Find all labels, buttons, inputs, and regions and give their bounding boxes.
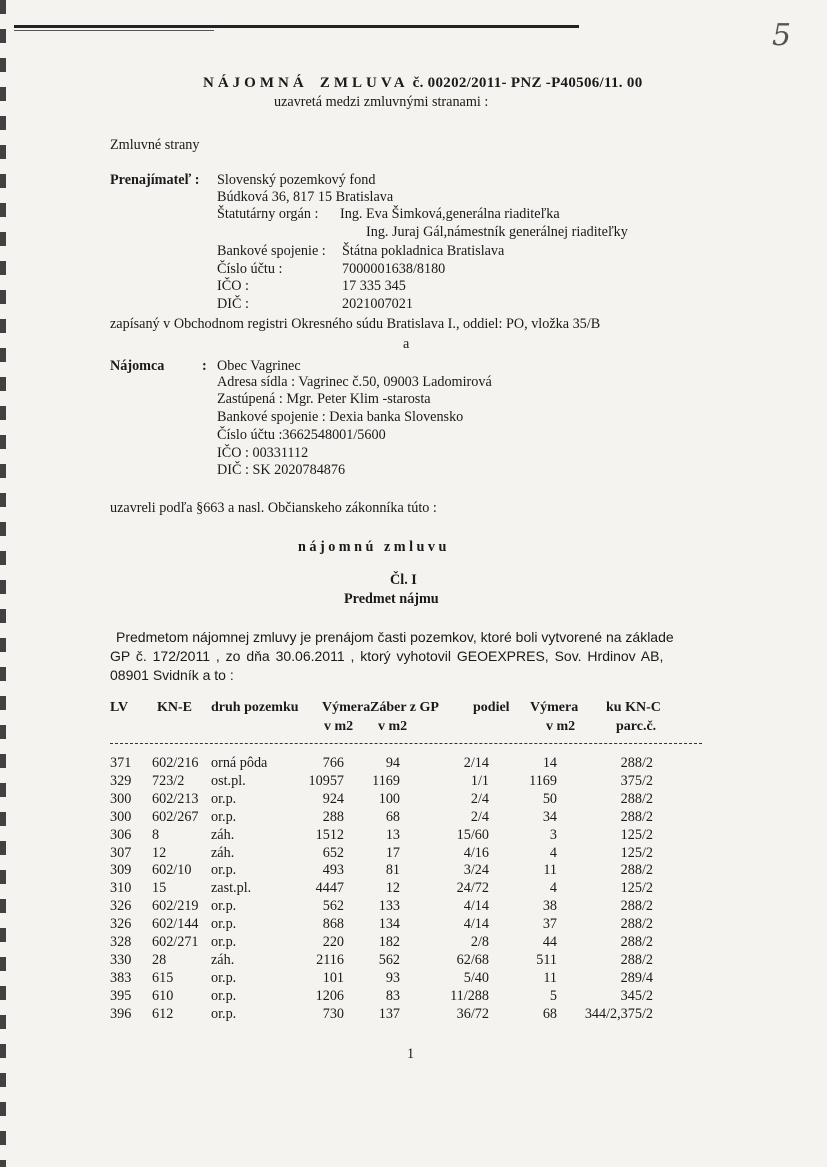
- cell-knc: 288/2: [620, 755, 653, 771]
- cell-lv: 395: [110, 987, 132, 1004]
- cell-knc: 288/2: [620, 916, 653, 933]
- cell-zaber: 562: [378, 951, 400, 968]
- cell-kne: 612: [152, 1005, 174, 1022]
- title-word-1: NÁJOMNÁ: [203, 75, 308, 91]
- cell-vymera-2: 4: [549, 844, 557, 861]
- cell-druh: orná pôda: [211, 755, 268, 771]
- cell-knc: 288/2: [620, 898, 653, 915]
- landlord-statutory-1: Ing. Eva Šimková,generálna riaditeľka: [340, 206, 560, 222]
- cell-zaber: 100: [378, 790, 400, 807]
- cell-knc: 288/2: [620, 790, 653, 807]
- col-header-vymera: Výmera: [322, 700, 371, 715]
- contract-word: nájomnú zmluvu: [298, 539, 450, 555]
- cell-zaber: 13: [385, 826, 400, 843]
- table-row: [0, 880, 827, 897]
- cell-vymera-2: 68: [542, 1005, 557, 1022]
- tenant-representative: Zastúpená : Mgr. Peter Klim -starosta: [217, 391, 431, 407]
- table-row: [0, 952, 827, 969]
- table-row: [0, 755, 827, 772]
- cell-knc: 289/4: [620, 969, 653, 986]
- cell-lv: 309: [110, 862, 132, 879]
- table-header-rule: [110, 743, 702, 744]
- parties-and: a: [403, 336, 410, 352]
- cell-zaber: 1169: [372, 772, 400, 789]
- col-header-kne: KN-E: [157, 700, 192, 715]
- cell-vymera: 652: [322, 844, 344, 861]
- cell-knc: 125/2: [620, 880, 653, 897]
- col-header-knc-parc: parc.č.: [616, 719, 657, 734]
- cell-lv: 326: [110, 916, 132, 933]
- cell-kne: 28: [152, 951, 167, 968]
- landlord-dic: 2021007021: [342, 296, 413, 312]
- tenant-colon: :: [202, 358, 207, 374]
- document-subtitle: uzavretá medzi zmluvnými stranami :: [274, 94, 489, 110]
- landlord-account: 7000001638/8180: [342, 261, 446, 277]
- top-rule-thin: [14, 30, 214, 31]
- cell-kne: 610: [152, 987, 174, 1004]
- cell-zaber: 81: [385, 862, 400, 879]
- cell-zaber: 133: [378, 898, 400, 915]
- col-header-knc: ku KN-C: [606, 700, 661, 715]
- cell-kne: 723/2: [152, 772, 185, 789]
- article-title: Predmet nájmu: [344, 591, 439, 607]
- cell-druh: or.p.: [211, 987, 237, 1004]
- cell-podiel: 62/68: [456, 951, 489, 968]
- col-header-podiel: podiel: [473, 700, 510, 715]
- cell-druh: or.p.: [211, 898, 237, 915]
- cell-zaber: 93: [385, 969, 400, 986]
- cell-druh: zast.pl.: [211, 880, 252, 897]
- cell-vymera: 924: [322, 790, 344, 807]
- cell-vymera-2: 50: [542, 790, 557, 807]
- landlord-address: Búdková 36, 817 15 Bratislava: [217, 189, 394, 205]
- col-header-druh: druh pozemku: [211, 700, 299, 715]
- handwritten-page-mark: 5: [772, 18, 792, 53]
- cell-knc: 125/2: [620, 826, 653, 843]
- landlord-ico: 17 335 345: [342, 278, 406, 294]
- cell-kne: 15: [152, 880, 167, 897]
- table-row: [0, 1006, 827, 1023]
- tenant-bank: Bankové spojenie : Dexia banka Slovensko: [217, 409, 464, 425]
- cell-vymera: 1206: [315, 987, 344, 1004]
- cell-zaber: 94: [385, 755, 400, 771]
- cell-druh: záh.: [211, 951, 235, 968]
- cell-podiel: 2/14: [463, 755, 489, 771]
- landlord-register: zapísaný v Obchodnom registri Okresného súdu Bratislava I., oddiel: PO, vložka 35/B: [110, 316, 601, 332]
- cell-zaber: 182: [378, 934, 400, 950]
- tenant-address: Adresa sídla : Vagrinec č.50, 09003 Ladomirová: [217, 374, 492, 390]
- landlord-label: Prenajímateľ :: [110, 172, 200, 188]
- cell-zaber: 83: [385, 987, 400, 1004]
- cell-podiel: 4/14: [463, 898, 489, 915]
- cell-podiel: 3/24: [463, 862, 489, 879]
- cell-kne: 602/271: [152, 934, 199, 950]
- col-header-vymera-unit: v m2: [324, 719, 354, 734]
- cell-vymera: 4447: [315, 880, 344, 897]
- cell-knc: 288/2: [620, 951, 653, 968]
- cell-vymera: 2116: [316, 951, 344, 968]
- cell-vymera-2: 11: [543, 969, 557, 986]
- cell-vymera: 1512: [315, 826, 344, 843]
- tenant-label: Nájomca: [110, 358, 165, 374]
- cell-lv: 326: [110, 898, 132, 915]
- cell-vymera: 562: [322, 898, 344, 915]
- title-word-2: ZMLUVA: [319, 75, 409, 91]
- landlord-bank: Štátna pokladnica Bratislava: [342, 243, 505, 259]
- cell-vymera: 493: [322, 862, 344, 879]
- page-number: 1: [407, 1046, 415, 1062]
- cell-vymera: 101: [322, 969, 344, 986]
- cell-vymera-2: 37: [542, 916, 557, 933]
- cell-lv: 300: [110, 790, 132, 807]
- cell-podiel: 5/40: [463, 969, 489, 986]
- cell-lv: 329: [110, 772, 132, 789]
- cell-lv: 307: [110, 844, 132, 861]
- cell-vymera: 766: [322, 755, 344, 771]
- cell-druh: záh.: [211, 844, 235, 861]
- cell-vymera-2: 11: [543, 862, 557, 879]
- col-header-lv: LV: [110, 700, 129, 715]
- cell-kne: 12: [152, 844, 167, 861]
- cell-vymera: 220: [322, 934, 344, 950]
- cell-kne: 602/219: [152, 898, 199, 915]
- cell-druh: záh.: [211, 826, 235, 843]
- cell-knc: 288/2: [620, 934, 653, 950]
- cell-druh: or.p.: [211, 808, 237, 825]
- table-row: [0, 862, 827, 879]
- cell-knc: 344/2,375/2: [584, 1005, 653, 1022]
- parties-heading: Zmluvné strany: [110, 137, 200, 153]
- landlord-statutory-2: Ing. Juraj Gál,námestník generálnej riaditeľky: [366, 224, 628, 240]
- cell-podiel: 24/72: [456, 880, 489, 897]
- cell-vymera-2: 34: [542, 808, 557, 825]
- tenant-dic: DIČ : SK 2020784876: [217, 462, 346, 478]
- tenant-name: Obec Vagrinec: [217, 358, 301, 374]
- cell-vymera: 10957: [308, 772, 344, 789]
- cell-knc: 288/2: [620, 862, 653, 879]
- cell-podiel: 4/14: [463, 916, 489, 933]
- cell-lv: 396: [110, 1005, 132, 1022]
- landlord-statutory-label: Štatutárny orgán :: [217, 206, 319, 222]
- subject-paragraph-line-2: GP č. 172/2011 , zo dňa 30.06.2011 , ktorý vyhotovil GEOEXPRES, Sov. Hrdinov AB,: [110, 648, 664, 664]
- cell-podiel: 2/4: [470, 808, 489, 825]
- cell-vymera-2: 5: [549, 987, 557, 1004]
- cell-podiel: 11/288: [450, 987, 489, 1004]
- landlord-name: Slovenský pozemkový fond: [217, 172, 376, 188]
- cell-podiel: 15/60: [456, 826, 489, 843]
- cell-kne: 602/10: [152, 862, 192, 879]
- landlord-ico-label: IČO :: [217, 278, 249, 294]
- cell-druh: or.p.: [211, 916, 237, 933]
- cell-lv: 330: [110, 951, 132, 968]
- table-row: [0, 970, 827, 987]
- cell-lv: 328: [110, 934, 132, 950]
- cell-vymera-2: 14: [542, 755, 557, 771]
- tenant-account: Číslo účtu :3662548001/5600: [217, 427, 386, 443]
- subject-paragraph-line-3: 08901 Svidník a to :: [110, 667, 234, 683]
- cell-lv: 371: [110, 755, 132, 771]
- cell-druh: or.p.: [211, 934, 237, 950]
- cell-druh: or.p.: [211, 862, 237, 879]
- table-row: [0, 934, 827, 951]
- cell-vymera-2: 4: [549, 880, 557, 897]
- table-row: [0, 845, 827, 862]
- cell-druh: or.p.: [211, 969, 237, 986]
- col-header-vymera-2: Výmera: [530, 700, 579, 715]
- cell-podiel: 4/16: [463, 844, 489, 861]
- cell-knc: 375/2: [620, 772, 653, 789]
- cell-vymera: 730: [322, 1005, 344, 1022]
- table-row: [0, 898, 827, 915]
- cell-zaber: 68: [385, 808, 400, 825]
- table-row: [0, 791, 827, 808]
- cell-kne: 8: [152, 826, 160, 843]
- cell-lv: 383: [110, 969, 132, 986]
- cell-kne: 602/216: [152, 755, 199, 771]
- landlord-dic-label: DIČ :: [217, 296, 249, 312]
- cell-podiel: 36/72: [456, 1005, 489, 1022]
- cell-kne: 615: [152, 969, 174, 986]
- cell-vymera: 868: [322, 916, 344, 933]
- top-rule: [14, 25, 579, 28]
- table-row: [0, 988, 827, 1005]
- cell-vymera-2: 1169: [529, 772, 557, 789]
- contract-number: č. 00202/2011- PNZ -P40506/11. 00: [412, 75, 643, 91]
- cell-kne: 602/144: [152, 916, 199, 933]
- col-header-zaber: Záber z GP: [370, 700, 439, 715]
- cell-vymera-2: 511: [536, 951, 557, 968]
- cell-vymera: 288: [322, 808, 344, 825]
- table-row: [0, 773, 827, 790]
- cell-kne: 602/267: [152, 808, 199, 825]
- cell-druh: or.p.: [211, 790, 237, 807]
- cell-zaber: 137: [378, 1005, 400, 1022]
- subject-paragraph-line-1: Predmetom nájomnej zmluvy je prenájom časti pozemkov, ktoré boli vytvorené na základe: [116, 629, 674, 645]
- cell-druh: ost.pl.: [211, 772, 246, 789]
- cell-vymera-2: 38: [542, 898, 557, 915]
- article-number: Čl. I: [390, 572, 417, 588]
- cell-zaber: 17: [385, 844, 400, 861]
- cell-knc: 345/2: [620, 987, 653, 1004]
- col-header-zaber-unit: v m2: [378, 719, 408, 734]
- cell-lv: 306: [110, 826, 132, 843]
- cell-podiel: 1/1: [470, 772, 489, 789]
- tenant-ico: IČO : 00331112: [217, 445, 309, 461]
- col-header-vymera-2-unit: v m2: [546, 719, 576, 734]
- cell-podiel: 2/8: [470, 934, 489, 950]
- landlord-bank-label: Bankové spojenie :: [217, 243, 326, 259]
- concluded-line: uzavreli podľa §663 a nasl. Občianskeho zákonníka túto :: [110, 500, 437, 516]
- cell-knc: 125/2: [620, 844, 653, 861]
- cell-zaber: 12: [385, 880, 400, 897]
- cell-kne: 602/213: [152, 790, 199, 807]
- cell-lv: 300: [110, 808, 132, 825]
- cell-zaber: 134: [378, 916, 400, 933]
- cell-vymera-2: 3: [549, 826, 557, 843]
- cell-vymera-2: 44: [542, 934, 557, 950]
- cell-podiel: 2/4: [470, 790, 489, 807]
- cell-lv: 310: [110, 880, 132, 897]
- landlord-account-label: Číslo účtu :: [217, 261, 283, 277]
- table-row: [0, 809, 827, 826]
- document-title: [203, 75, 643, 92]
- cell-knc: 288/2: [620, 808, 653, 825]
- table-row: [0, 827, 827, 844]
- cell-druh: or.p.: [211, 1005, 237, 1022]
- table-row: [0, 916, 827, 933]
